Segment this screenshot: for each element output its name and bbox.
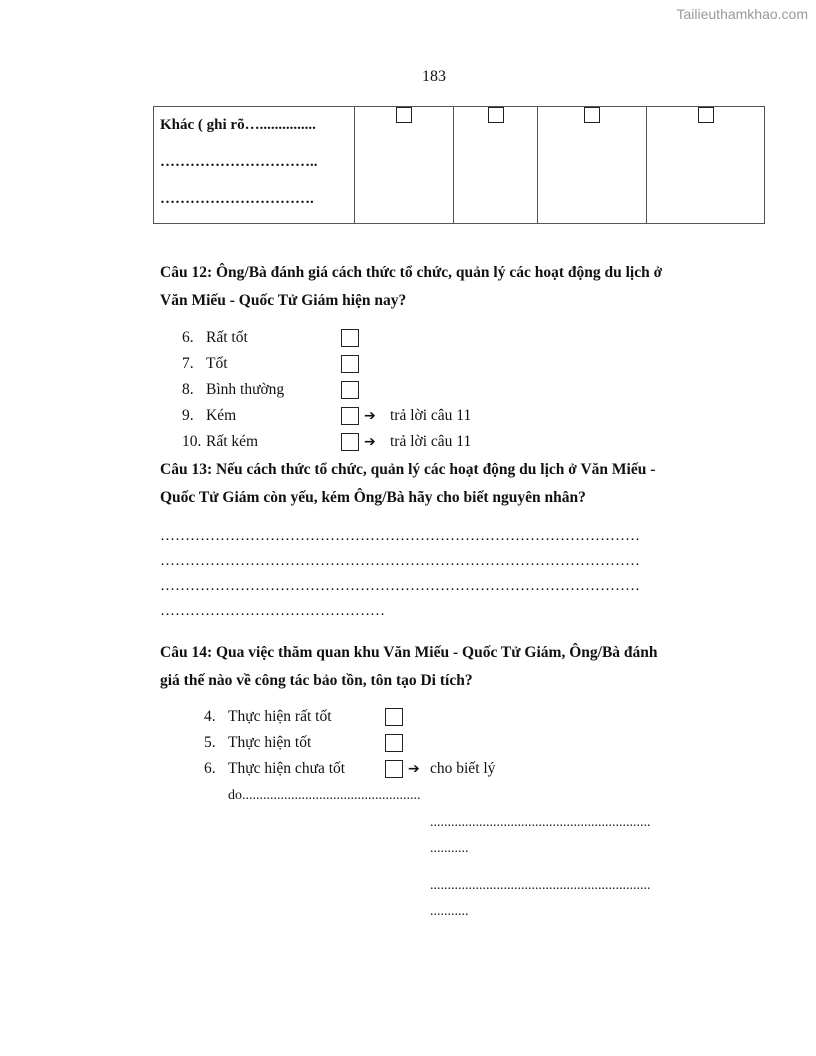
checkbox[interactable] — [584, 107, 600, 123]
option-row — [182, 429, 472, 455]
option-label: Kém — [206, 407, 237, 424]
checkbox[interactable] — [385, 760, 403, 778]
option-row — [182, 377, 284, 403]
checkbox[interactable] — [385, 734, 403, 752]
question-12-options — [182, 325, 472, 455]
checkbox[interactable] — [341, 433, 359, 451]
checkbox[interactable] — [341, 329, 359, 347]
watermark: Tailieuthamkhao.com — [676, 6, 808, 22]
option-number: 9. — [182, 407, 194, 424]
option-label: Thực hiện rất tốt — [228, 708, 332, 725]
question-13-line-1: Câu 13: Nếu cách thức tổ chức, quản lý các hoạt động du lịch ở Văn Miếu - — [160, 461, 656, 478]
option-label: Thực hiện tốt — [228, 734, 312, 751]
question-14-line-1: Câu 14: Qua việc thăm quan khu Văn Miếu - Quốc Tử Giám, Ông/Bà đánh — [160, 644, 658, 661]
option-label: Tốt — [206, 355, 228, 372]
option-row — [204, 730, 345, 756]
option-row — [182, 403, 472, 429]
table-row — [154, 107, 765, 224]
question-12-line-1: Câu 12: Ông/Bà đánh giá cách thức tổ chức, quản lý các hoạt động du lịch ở — [160, 264, 663, 281]
checkbox[interactable] — [341, 381, 359, 399]
option-note: trả lời câu 11 — [390, 407, 472, 424]
checkbox[interactable] — [385, 708, 403, 726]
option-row — [204, 756, 496, 782]
table-cell — [538, 107, 647, 224]
rating-table — [153, 106, 765, 224]
other-specify-line-2: ………………………….. — [160, 154, 318, 170]
option-number: 7. — [182, 355, 194, 372]
option-note: cho biết lý — [430, 760, 496, 777]
arrow-right-icon: ➔ — [408, 761, 420, 777]
other-specify-cell — [154, 107, 355, 224]
table-cell — [454, 107, 538, 224]
option-label: Thực hiện chưa tốt — [228, 760, 346, 777]
question-14 — [160, 639, 760, 695]
option-number: 10. — [182, 433, 202, 450]
page-number: 183 — [422, 68, 446, 85]
option-row — [182, 325, 284, 351]
question-12-line-2: Văn Miếu - Quốc Tử Giám hiện nay? — [160, 292, 407, 309]
arrow-right-icon: ➔ — [364, 434, 376, 450]
option-row — [204, 704, 345, 730]
answer-line: …………………………………………………………………………………… — [160, 553, 640, 569]
arrow-right-icon: ➔ — [364, 408, 376, 424]
reason-line[interactable]: do................................................... — [228, 788, 421, 803]
other-specify-line-3: …………………………. — [160, 191, 314, 207]
question-13 — [160, 456, 760, 512]
option-number: 6. — [204, 760, 216, 777]
question-12 — [160, 259, 760, 315]
answer-line: ……………………………………… — [160, 603, 385, 619]
table-cell — [355, 107, 454, 224]
checkbox[interactable] — [341, 355, 359, 373]
option-number: 5. — [204, 734, 216, 751]
fill-line[interactable]: ........... — [430, 841, 469, 856]
question-14-options — [204, 704, 496, 782]
fill-line[interactable]: ............................................................... — [430, 878, 651, 893]
checkbox[interactable] — [698, 107, 714, 123]
answer-line: …………………………………………………………………………………… — [160, 528, 640, 544]
checkbox[interactable] — [396, 107, 412, 123]
option-label: Rất tốt — [206, 329, 248, 346]
fill-line[interactable]: ........... — [430, 904, 469, 919]
option-label: Rất kém — [206, 433, 259, 450]
other-specify-line-1: Khác ( ghi rõ…............... — [160, 117, 316, 133]
option-note: trả lời câu 11 — [390, 433, 472, 450]
option-number: 8. — [182, 381, 194, 398]
option-label: Bình thường — [206, 381, 285, 398]
question-13-answer-area[interactable] — [160, 524, 712, 624]
question-14-line-2: giá thế nào về công tác bảo tồn, tôn tạo Di tích? — [160, 672, 473, 689]
fill-line[interactable]: ............................................................... — [430, 815, 651, 830]
table-cell — [647, 107, 765, 224]
option-number: 4. — [204, 708, 216, 725]
option-row — [182, 351, 284, 377]
checkbox[interactable] — [488, 107, 504, 123]
question-13-line-2: Quốc Tử Giám còn yếu, kém Ông/Bà hãy cho biết nguyên nhân? — [160, 489, 586, 506]
option-number: 6. — [182, 329, 194, 346]
checkbox[interactable] — [341, 407, 359, 425]
answer-line: …………………………………………………………………………………… — [160, 578, 640, 594]
